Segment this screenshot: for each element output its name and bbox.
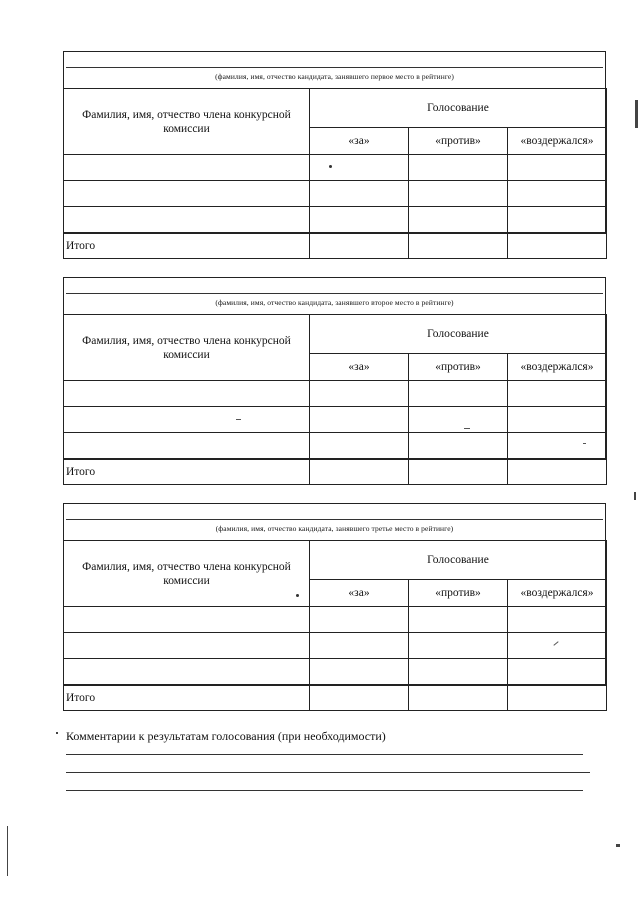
table-row xyxy=(64,181,607,207)
member-name-cell[interactable] xyxy=(64,433,310,459)
member-name-cell[interactable] xyxy=(64,381,310,407)
total-against-cell[interactable] xyxy=(409,233,508,259)
comments-label: Комментарии к результатам голосования (при необходимости) xyxy=(66,729,386,743)
member-name-cell[interactable] xyxy=(64,207,310,233)
voting-block-first-place xyxy=(63,51,606,252)
vote-abstain-cell[interactable] xyxy=(508,407,607,433)
voting-table xyxy=(63,314,607,485)
table-row xyxy=(64,433,607,459)
vote-abstain-cell[interactable] xyxy=(508,207,607,233)
choice-abstain-header: «воздержался» xyxy=(508,128,607,155)
table-row xyxy=(64,407,607,433)
total-row xyxy=(64,233,607,259)
vote-against-cell[interactable] xyxy=(409,659,508,685)
voting-table xyxy=(63,540,607,711)
candidate-name-line[interactable] xyxy=(66,519,603,520)
member-name-cell[interactable] xyxy=(64,659,310,685)
total-for-cell[interactable] xyxy=(310,233,409,259)
vote-abstain-cell[interactable] xyxy=(508,381,607,407)
vote-for-cell[interactable] xyxy=(310,155,409,181)
total-abstain-cell[interactable] xyxy=(508,233,607,259)
scan-speck xyxy=(464,428,470,429)
table-row xyxy=(64,633,607,659)
margin-mark xyxy=(634,492,636,500)
table-row xyxy=(64,155,607,181)
vote-abstain-cell[interactable] xyxy=(508,659,607,685)
choice-for-header: «за» xyxy=(310,580,409,607)
total-against-cell[interactable] xyxy=(409,685,508,711)
total-label: Итого xyxy=(64,233,310,259)
vote-for-cell[interactable] xyxy=(310,659,409,685)
vote-for-cell[interactable] xyxy=(310,607,409,633)
margin-mark xyxy=(7,826,8,876)
member-name-header: Фамилия, имя, отчество члена конкурсной комиссии xyxy=(64,541,310,607)
voting-block-second-place xyxy=(63,277,606,478)
total-abstain-cell[interactable] xyxy=(508,685,607,711)
vote-for-cell[interactable] xyxy=(310,407,409,433)
vote-abstain-cell[interactable] xyxy=(508,607,607,633)
choice-abstain-header: «воздержался» xyxy=(508,354,607,381)
vote-abstain-cell[interactable] xyxy=(508,433,607,459)
vote-for-cell[interactable] xyxy=(310,633,409,659)
member-name-cell[interactable] xyxy=(64,407,310,433)
voting-block-third-place xyxy=(63,503,606,704)
vote-for-cell[interactable] xyxy=(310,181,409,207)
margin-mark xyxy=(635,100,638,128)
candidate-name-line[interactable] xyxy=(66,293,603,294)
table-row xyxy=(64,659,607,685)
vote-for-cell[interactable] xyxy=(310,207,409,233)
vote-header: Голосование xyxy=(310,315,607,354)
vote-against-cell[interactable] xyxy=(409,607,508,633)
total-label: Итого xyxy=(64,459,310,485)
total-row xyxy=(64,459,607,485)
total-abstain-cell[interactable] xyxy=(508,459,607,485)
choice-abstain-header: «воздержался» xyxy=(508,580,607,607)
vote-against-cell[interactable] xyxy=(409,407,508,433)
comment-line[interactable] xyxy=(66,772,590,773)
choice-for-header: «за» xyxy=(310,354,409,381)
member-name-header: Фамилия, имя, отчество члена конкурсной комиссии xyxy=(64,89,310,155)
member-name-cell[interactable] xyxy=(64,155,310,181)
total-row xyxy=(64,685,607,711)
vote-against-cell[interactable] xyxy=(409,181,508,207)
member-name-cell[interactable] xyxy=(64,181,310,207)
candidate-caption: (фамилия, имя, отчество кандидата, занявшего второе место в рейтинге) xyxy=(215,298,454,307)
total-against-cell[interactable] xyxy=(409,459,508,485)
member-name-header: Фамилия, имя, отчество члена конкурсной комиссии xyxy=(64,315,310,381)
table-row xyxy=(64,607,607,633)
vote-header: Голосование xyxy=(310,89,607,128)
member-name-cell[interactable] xyxy=(64,633,310,659)
candidate-caption: (фамилия, имя, отчество кандидата, занявшего первое место в рейтинге) xyxy=(215,72,454,81)
scan-speck xyxy=(583,443,586,444)
vote-header: Голосование xyxy=(310,541,607,580)
total-for-cell[interactable] xyxy=(310,459,409,485)
margin-mark xyxy=(616,844,620,847)
vote-abstain-cell[interactable] xyxy=(508,181,607,207)
vote-against-cell[interactable] xyxy=(409,155,508,181)
vote-abstain-cell[interactable] xyxy=(508,155,607,181)
choice-against-header: «против» xyxy=(409,580,508,607)
vote-against-cell[interactable] xyxy=(409,633,508,659)
vote-against-cell[interactable] xyxy=(409,381,508,407)
scan-speck xyxy=(296,594,299,597)
choice-against-header: «против» xyxy=(409,354,508,381)
scan-speck xyxy=(236,419,241,420)
vote-against-cell[interactable] xyxy=(409,207,508,233)
choice-against-header: «против» xyxy=(409,128,508,155)
choice-for-header: «за» xyxy=(310,128,409,155)
comment-line[interactable] xyxy=(66,754,583,755)
vote-against-cell[interactable] xyxy=(409,433,508,459)
voting-table xyxy=(63,88,607,259)
margin-mark xyxy=(56,732,58,734)
vote-for-cell[interactable] xyxy=(310,381,409,407)
table-row xyxy=(64,207,607,233)
member-name-cell[interactable] xyxy=(64,607,310,633)
scan-speck xyxy=(329,165,332,168)
candidate-name-line[interactable] xyxy=(66,67,603,68)
vote-for-cell[interactable] xyxy=(310,433,409,459)
vote-abstain-cell[interactable] xyxy=(508,633,607,659)
total-for-cell[interactable] xyxy=(310,685,409,711)
table-row xyxy=(64,381,607,407)
comment-line[interactable] xyxy=(66,790,583,791)
candidate-caption: (фамилия, имя, отчество кандидата, занявшего третье место в рейтинге) xyxy=(215,524,454,533)
total-label: Итого xyxy=(64,685,310,711)
